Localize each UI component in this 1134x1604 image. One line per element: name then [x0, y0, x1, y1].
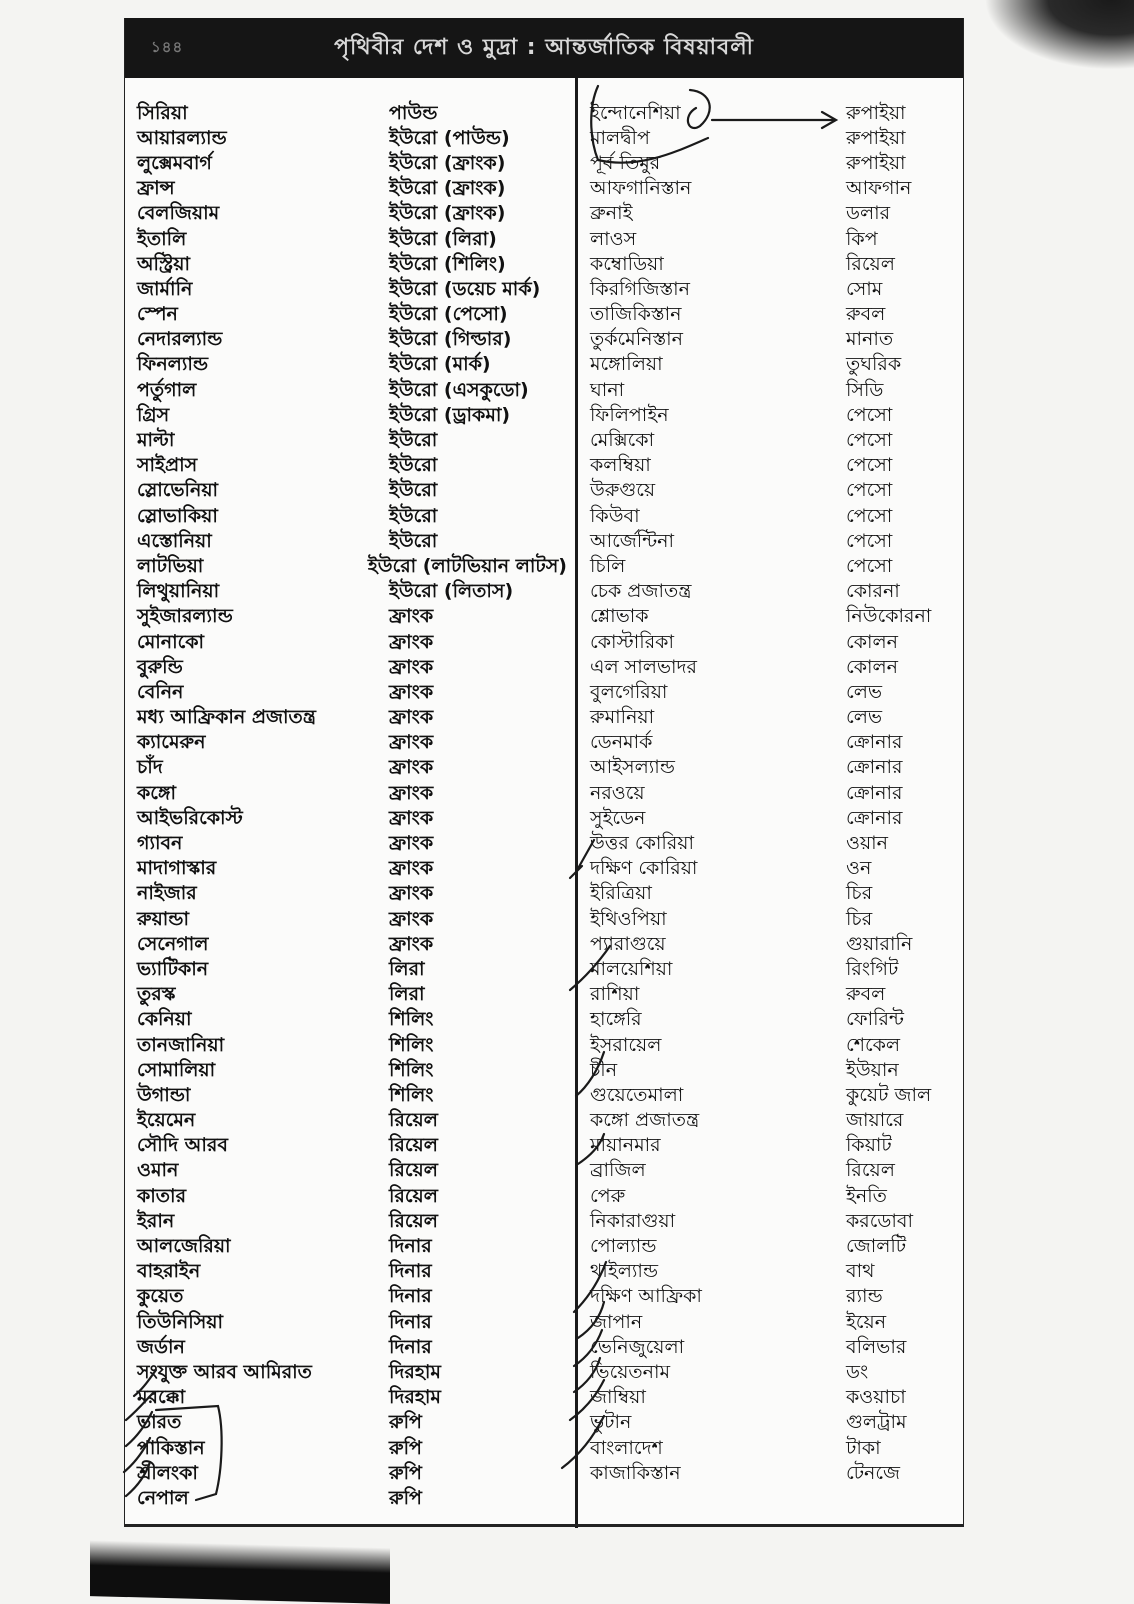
- country-name: ভারত: [137, 1411, 182, 1434]
- country-name: কুয়েত: [137, 1285, 184, 1308]
- currency-name: দিরহাম: [389, 1360, 441, 1383]
- country-name: কাজাকিস্তান: [590, 1461, 681, 1484]
- country-name: ফ্রান্স: [137, 177, 175, 200]
- country-name: নেদারল্যান্ড: [137, 328, 223, 351]
- country-name: সোমালিয়া: [137, 1058, 216, 1081]
- currency-name: কোরনা: [846, 580, 900, 603]
- country-name: মালদ্বীপ: [590, 126, 650, 149]
- country-currency-row: [590, 1462, 960, 1487]
- currency-name: ইউরো: [389, 529, 438, 552]
- country-name: চাঁদ: [137, 756, 163, 779]
- country-name: ভেনিজুয়েলা: [590, 1335, 685, 1358]
- currency-name: রুপি: [389, 1411, 422, 1434]
- currency-name: আফগান: [846, 177, 912, 200]
- country-name: মঙ্গোলিয়া: [590, 353, 663, 376]
- country-name: সাইপ্রাস: [137, 454, 198, 477]
- currency-name: টাকা: [846, 1436, 881, 1459]
- currency-name: ওন: [846, 857, 872, 880]
- country-name: মাল্টা: [137, 429, 175, 452]
- country-name: পাকিস্তান: [137, 1436, 205, 1459]
- currency-name: ফ্রাংক: [389, 680, 434, 703]
- currency-name: ইউরো (ফ্রাংক): [389, 151, 506, 174]
- currency-name: রুবল: [846, 303, 886, 326]
- country-name: বুলগেরিয়া: [590, 680, 668, 703]
- currency-name: রুপাইয়া: [846, 151, 906, 174]
- currency-name: জায়ারে: [846, 1109, 904, 1132]
- country-name: ওমান: [137, 1159, 179, 1182]
- currency-name: পেসো: [846, 479, 893, 502]
- country-name: সংযুক্ত আরব আমিরাত: [137, 1360, 312, 1383]
- country-name: পেরু: [590, 1184, 626, 1207]
- currency-name: ওয়ান: [846, 832, 889, 855]
- currency-name: পেসো: [846, 504, 893, 527]
- currency-name: ইউরো (শিলিং): [389, 252, 506, 275]
- currency-name: ফ্রাংক: [389, 806, 434, 829]
- country-name: লিথুয়ানিয়া: [137, 580, 220, 603]
- country-name: থাইল্যান্ড: [590, 1260, 659, 1283]
- country-name: জাম্বিয়া: [590, 1386, 646, 1409]
- country-name: চীন: [590, 1058, 618, 1081]
- currency-name: রিংগিট: [846, 957, 899, 980]
- currency-name: রুপি: [389, 1486, 422, 1509]
- currency-name: পেসো: [846, 454, 893, 477]
- country-name: দক্ষিণ কোরিয়া: [590, 857, 698, 880]
- country-name: ইরিত্রিয়া: [590, 882, 652, 905]
- country-name: পর্তুগাল: [137, 378, 197, 401]
- currency-name: পেসো: [846, 403, 893, 426]
- country-name: আর্জেন্টিনা: [590, 529, 675, 552]
- currency-name: জোলটি: [846, 1235, 907, 1258]
- country-name: সৌদি আরব: [137, 1134, 228, 1157]
- country-name: কিউবা: [590, 504, 640, 527]
- country-name: লাওস: [590, 227, 637, 250]
- currency-name: ডং: [846, 1360, 869, 1383]
- country-name: ঘানা: [590, 378, 625, 401]
- country-name: কেনিয়া: [137, 1008, 192, 1031]
- currency-name: লিরা: [389, 957, 425, 980]
- country-name: গ্রিস: [137, 403, 170, 426]
- currency-name: রুপাইয়া: [846, 126, 906, 149]
- country-name: বেনিন: [137, 680, 184, 703]
- country-name: পূর্ব তিমুর: [590, 151, 661, 174]
- country-name: এস্তোনিয়া: [137, 529, 212, 552]
- currency-name: ইউরো (পাউন্ড): [389, 126, 510, 149]
- currency-name: ইউরো (ফ্রাংক): [389, 177, 506, 200]
- country-name: ইয়েমেন: [137, 1109, 196, 1132]
- country-name: তিউনিসিয়া: [137, 1310, 223, 1333]
- country-name: কঙ্গো: [137, 781, 177, 804]
- currency-name: ইউরো (এসকুডো): [389, 378, 529, 401]
- country-name: চেক প্রজাতন্ত্র: [590, 580, 692, 603]
- country-name: মরক্কো: [137, 1386, 186, 1409]
- currency-name: দিনার: [389, 1335, 432, 1358]
- country-name: পোল্যান্ড: [590, 1235, 657, 1258]
- country-name: রুয়ান্ডা: [137, 907, 189, 930]
- currency-name: পেসো: [846, 554, 893, 577]
- country-name: ক্যামেরুন: [137, 731, 206, 754]
- currency-name: পেসো: [846, 529, 893, 552]
- country-name: লুক্সেমবার্গ: [137, 151, 212, 174]
- currency-name: ফ্রাংক: [389, 756, 434, 779]
- country-name: তুর্কমেনিস্তান: [590, 328, 684, 351]
- currency-name: শিলিং: [389, 1083, 434, 1106]
- currency-name: টেনজে: [846, 1461, 901, 1484]
- currency-name: ইউরো: [389, 454, 438, 477]
- country-name: ইসরায়েল: [590, 1033, 662, 1056]
- currency-name: ইউরো: [389, 479, 438, 502]
- country-name: অস্ট্রিয়া: [137, 252, 190, 275]
- currency-name: ইউরো (ডয়েচ মার্ক): [389, 277, 541, 300]
- scan-shadow-top-right: [984, 0, 1134, 70]
- country-name: কম্বোডিয়া: [590, 252, 664, 275]
- currency-name: দিরহাম: [389, 1386, 441, 1409]
- country-name: মায়ানমার: [590, 1134, 661, 1157]
- currency-name: লেভ: [846, 680, 883, 703]
- country-name: এল সালভাদর: [590, 655, 697, 678]
- country-name: উগান্ডা: [137, 1083, 191, 1106]
- currency-name: লেভ: [846, 706, 883, 729]
- scan-shadow-bottom: [90, 1540, 390, 1604]
- currency-name: ক্রোনার: [846, 806, 903, 829]
- currency-name: দিনার: [389, 1260, 432, 1283]
- country-name: মালয়েশিয়া: [590, 957, 673, 980]
- currency-name: ইউরো (লিরা): [389, 227, 497, 250]
- country-name: ডেনমার্ক: [590, 731, 653, 754]
- currency-name: ক্রোনার: [846, 781, 903, 804]
- column-divider: [575, 78, 578, 1528]
- country-name: গুয়েতেমালা: [590, 1083, 684, 1106]
- country-name: নেপাল: [137, 1486, 189, 1509]
- currency-name: ফোরিন্ট: [846, 1008, 904, 1031]
- currency-name: র‍্যান্ড: [846, 1285, 883, 1308]
- currency-name: চির: [846, 882, 873, 905]
- currency-name: কোলন: [846, 655, 899, 678]
- country-name: নিকারাগুয়া: [590, 1209, 676, 1232]
- currency-name: কওয়াচা: [846, 1386, 906, 1409]
- currency-name: ফ্রাংক: [389, 731, 434, 754]
- country-name: ব্রুনাই: [590, 202, 633, 225]
- country-name: কলম্বিয়া: [590, 454, 651, 477]
- currency-name: দিনার: [389, 1310, 432, 1333]
- country-name: কোস্টারিকা: [590, 630, 674, 653]
- currency-name: ফ্রাংক: [389, 857, 434, 880]
- currency-name: কোলন: [846, 630, 899, 653]
- currency-name: ক্রোনার: [846, 731, 903, 754]
- country-name: স্লোভেনিয়া: [137, 479, 219, 502]
- currency-name: ইউয়ান: [846, 1058, 899, 1081]
- country-currency-row: [137, 1487, 567, 1512]
- currency-name: রিয়েল: [389, 1184, 438, 1207]
- country-name: সুইডেন: [590, 806, 646, 829]
- currency-name: কিপ: [846, 227, 878, 250]
- country-name: জর্ডান: [137, 1335, 185, 1358]
- currency-name: রিয়েল: [846, 1159, 895, 1182]
- country-name: আইভরিকোস্ট: [137, 806, 243, 829]
- country-name: শ্লোভাক: [590, 605, 649, 628]
- country-name: জাপান: [590, 1310, 643, 1333]
- country-name: মাদাগাস্কার: [137, 857, 217, 880]
- country-name: নরওয়ে: [590, 781, 645, 804]
- currency-name: শিলিং: [389, 1033, 434, 1056]
- country-name: তাজিকিস্তান: [590, 303, 682, 326]
- currency-name: শিলিং: [389, 1058, 434, 1081]
- country-name: ভিয়েতনাম: [590, 1360, 671, 1383]
- country-name: বাহরাইন: [137, 1260, 201, 1283]
- country-name: আয়ারল্যান্ড: [137, 126, 227, 149]
- country-name: তানজানিয়া: [137, 1033, 225, 1056]
- currency-name: দিনার: [389, 1285, 432, 1308]
- currency-name: কুয়েট জাল: [846, 1083, 932, 1106]
- country-name: সুইজারল্যান্ড: [137, 605, 233, 628]
- country-name: ফিলিপাইন: [590, 403, 669, 426]
- currency-name: ফ্রাংক: [389, 630, 434, 653]
- currency-name: লিরা: [389, 983, 425, 1006]
- country-name: ব্রাজিল: [590, 1159, 646, 1182]
- country-name: ইরান: [137, 1209, 175, 1232]
- currency-name: ইউরো (মার্ক): [389, 353, 491, 376]
- country-name: কঙ্গো প্রজাতন্ত্র: [590, 1109, 700, 1132]
- page-number: ১৪৪: [151, 38, 184, 56]
- left-country-currency-list: [137, 102, 567, 1513]
- currency-name: করডোবা: [846, 1209, 913, 1232]
- country-name: কিরগিজিস্তান: [590, 277, 691, 300]
- country-name: আইসল্যান্ড: [590, 756, 675, 779]
- right-country-currency-list: [590, 102, 960, 1487]
- country-name: ফিনল্যান্ড: [137, 353, 209, 376]
- country-name: স্লোভাকিয়া: [137, 504, 218, 527]
- currency-name: গুলট্রাম: [846, 1411, 907, 1434]
- country-name: উত্তর কোরিয়া: [590, 832, 694, 855]
- currency-name: ক্রোনার: [846, 756, 903, 779]
- currency-name: বলিভার: [846, 1335, 907, 1358]
- currency-name: ইউরো (পেসো): [389, 303, 508, 326]
- currency-name: মানাত: [846, 328, 894, 351]
- currency-name: ইউরো (ড্রাকমা): [389, 403, 511, 426]
- currency-name: রুপি: [389, 1461, 422, 1484]
- currency-name: দিনার: [389, 1235, 432, 1258]
- currency-name: শেকেল: [846, 1033, 901, 1056]
- country-name: বাংলাদেশ: [590, 1436, 663, 1459]
- country-name: আফগানিস্তান: [590, 177, 692, 200]
- country-name: হাঙ্গেরি: [590, 1008, 642, 1031]
- country-name: মধ্য আফ্রিকান প্রজাতন্ত্র: [137, 706, 316, 729]
- currency-table-page: [124, 18, 964, 1527]
- page-header-bar: [125, 18, 963, 78]
- country-name: মেক্সিকো: [590, 429, 655, 452]
- currency-name: রিয়েল: [389, 1109, 438, 1132]
- currency-name: রিয়েল: [846, 252, 895, 275]
- country-name: তুরস্ক: [137, 983, 176, 1006]
- country-name: প্যারাগুয়ে: [590, 932, 666, 955]
- currency-name: শিলিং: [389, 1008, 434, 1031]
- country-name: সিরিয়া: [137, 101, 188, 124]
- currency-name: ইয়েন: [846, 1310, 887, 1333]
- currency-name: ফ্রাংক: [389, 932, 434, 955]
- currency-name: পাউন্ড: [389, 101, 438, 124]
- country-name: দক্ষিণ আফ্রিকা: [590, 1285, 702, 1308]
- country-name: গ্যাবন: [137, 832, 183, 855]
- country-name: বেলজিয়াম: [137, 202, 220, 225]
- currency-name: ইউরো (ফ্রাংক): [389, 202, 506, 225]
- currency-name: রুপাইয়া: [846, 101, 906, 124]
- country-name: নাইজার: [137, 882, 197, 905]
- currency-name: ফ্রাংক: [389, 706, 434, 729]
- currency-name: পেসো: [846, 429, 893, 452]
- country-name: চিলি: [590, 554, 626, 577]
- country-name: ইতালি: [137, 227, 187, 250]
- currency-name: রুপি: [389, 1436, 422, 1459]
- currency-name: রিয়েল: [389, 1209, 438, 1232]
- currency-name: ইউরো (লিতাস): [389, 580, 514, 603]
- country-name: আলজেরিয়া: [137, 1235, 231, 1258]
- country-name: মোনাকো: [137, 630, 205, 653]
- currency-name: সোম: [846, 277, 883, 300]
- currency-name: কিয়াট: [846, 1134, 892, 1157]
- country-name: উরুগুয়ে: [590, 479, 656, 502]
- bottom-rule: [125, 1524, 963, 1526]
- currency-name: রুবল: [846, 983, 886, 1006]
- currency-name: ফ্রাংক: [389, 882, 434, 905]
- country-name: লাটভিয়া: [137, 554, 204, 577]
- currency-name: রিয়েল: [389, 1159, 438, 1182]
- country-name: শ্রীলংকা: [137, 1461, 198, 1484]
- currency-name: বাথ: [846, 1260, 875, 1283]
- currency-name: নিউকোরনা: [846, 605, 932, 628]
- currency-name: ফ্রাংক: [389, 605, 434, 628]
- page-header-title: পৃথিবীর দেশ ও মুদ্রা : আন্তর্জাতিক বিষয়াবলী: [334, 34, 754, 60]
- country-name: রুমানিয়া: [590, 706, 655, 729]
- country-name: বুরুন্ডি: [137, 655, 183, 678]
- country-name: ইথিওপিয়া: [590, 907, 667, 930]
- currency-name: চির: [846, 907, 873, 930]
- country-name: জার্মানি: [137, 277, 193, 300]
- country-name: সেনেগাল: [137, 932, 209, 955]
- currency-name: ইউরো (গিল্ডার): [389, 328, 512, 351]
- currency-name: ইউরো: [389, 504, 438, 527]
- currency-name: ফ্রাংক: [389, 655, 434, 678]
- currency-name: ফ্রাংক: [389, 832, 434, 855]
- currency-name: সিডি: [846, 378, 884, 401]
- currency-name: ইনতি: [846, 1184, 887, 1207]
- currency-name: রিয়েল: [389, 1134, 438, 1157]
- currency-name: ফ্রাংক: [389, 781, 434, 804]
- country-name: রাশিয়া: [590, 983, 640, 1006]
- currency-name: ইউরো (লাটভিয়ান লাটস): [367, 554, 567, 577]
- currency-name: তুঘরিক: [846, 353, 902, 376]
- country-name: কাতার: [137, 1184, 187, 1207]
- country-name: ভ্যাটিকান: [137, 957, 209, 980]
- currency-name: ইউরো: [389, 429, 438, 452]
- country-name: ইন্দোনেশিয়া: [590, 101, 681, 124]
- country-name: ভুটান: [590, 1411, 632, 1434]
- currency-name: গুয়ারানি: [846, 932, 913, 955]
- currency-name: ডলার: [846, 202, 891, 225]
- country-name: স্পেন: [137, 303, 178, 326]
- currency-name: ফ্রাংক: [389, 907, 434, 930]
